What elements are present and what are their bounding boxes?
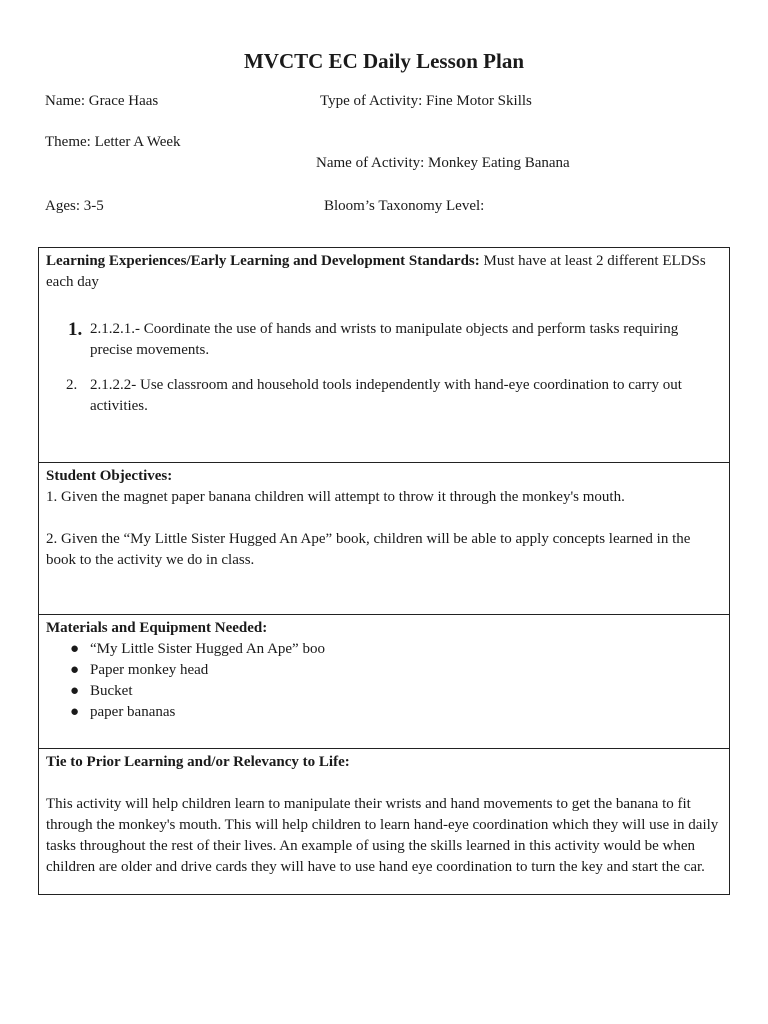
learning-note: Must have at least 2 different ELDSs each day xyxy=(46,253,706,290)
bullet-icon: ● xyxy=(70,704,80,720)
document-title: MVCTC EC Daily Lesson Plan xyxy=(243,49,525,73)
learning-section xyxy=(39,248,729,463)
list-item: ● “My Little Sister Hugged An Ape” boo xyxy=(70,639,722,660)
theme-field: Theme: Letter A Week xyxy=(45,134,181,150)
blooms-field: Bloom’s Taxonomy Level: xyxy=(324,198,485,214)
materials-list xyxy=(46,639,722,723)
list-item: ● paper bananas xyxy=(70,702,722,723)
objectives-section xyxy=(39,463,729,615)
materials-heading: Materials and Equipment Needed: xyxy=(46,620,268,636)
objectives-heading: Student Objectives: xyxy=(46,468,173,484)
activity-name-field: Name of Activity: Monkey Eating Banana xyxy=(316,155,570,171)
bullet-icon: ● xyxy=(70,641,80,657)
standard-number: 1. xyxy=(68,319,83,340)
standard-text: 2.1.2.1.- Coordinate the use of hands and wrists to manipulate objects and perform tasks requiring precise movements. xyxy=(90,321,679,358)
list-item: ● Bucket xyxy=(70,681,722,702)
objective-item: 2. Given the “My Little Sister Hugged An Ape” book, children will be able to apply concepts learned in the book to the activity we do in class. xyxy=(46,531,691,568)
standard-number: 2. xyxy=(66,377,78,393)
bullet-icon: ● xyxy=(70,662,80,678)
lesson-plan-table xyxy=(38,247,730,895)
activity-type-field: Type of Activity: Fine Motor Skills xyxy=(320,93,532,109)
name-field: Name: Grace Haas xyxy=(45,93,159,109)
list-item: ● Paper monkey head xyxy=(70,660,722,681)
objective-item: 1. Given the magnet paper banana children will attempt to throw it through the monkey's mouth. xyxy=(46,489,625,505)
learning-heading: Learning Experiences/Early Learning and Development Standards: xyxy=(46,253,480,269)
ages-field: Ages: 3-5 xyxy=(45,198,104,214)
standard-item xyxy=(46,375,722,417)
standard-item xyxy=(46,319,722,361)
relevancy-heading: Tie to Prior Learning and/or Relevancy to Life: xyxy=(46,754,350,770)
relevancy-section xyxy=(39,749,729,894)
bullet-icon: ● xyxy=(70,683,80,699)
standard-text: 2.1.2.2- Use classroom and household tools independently with hand-eye coordination to carry out activities. xyxy=(90,377,682,414)
relevancy-body: This activity will help children learn to manipulate their wrists and hand movements to get the banana to fit through the monkey's mouth. This will help children to learn hand-eye coordination which they will use in daily tasks throughout the rest of their lives. An example of using the skills learned in this activity would be when children are older and drive cards they will have to use hand eye coordination to turn the key and start the car. xyxy=(46,796,719,875)
learning-header xyxy=(46,251,722,293)
materials-section xyxy=(39,615,729,749)
